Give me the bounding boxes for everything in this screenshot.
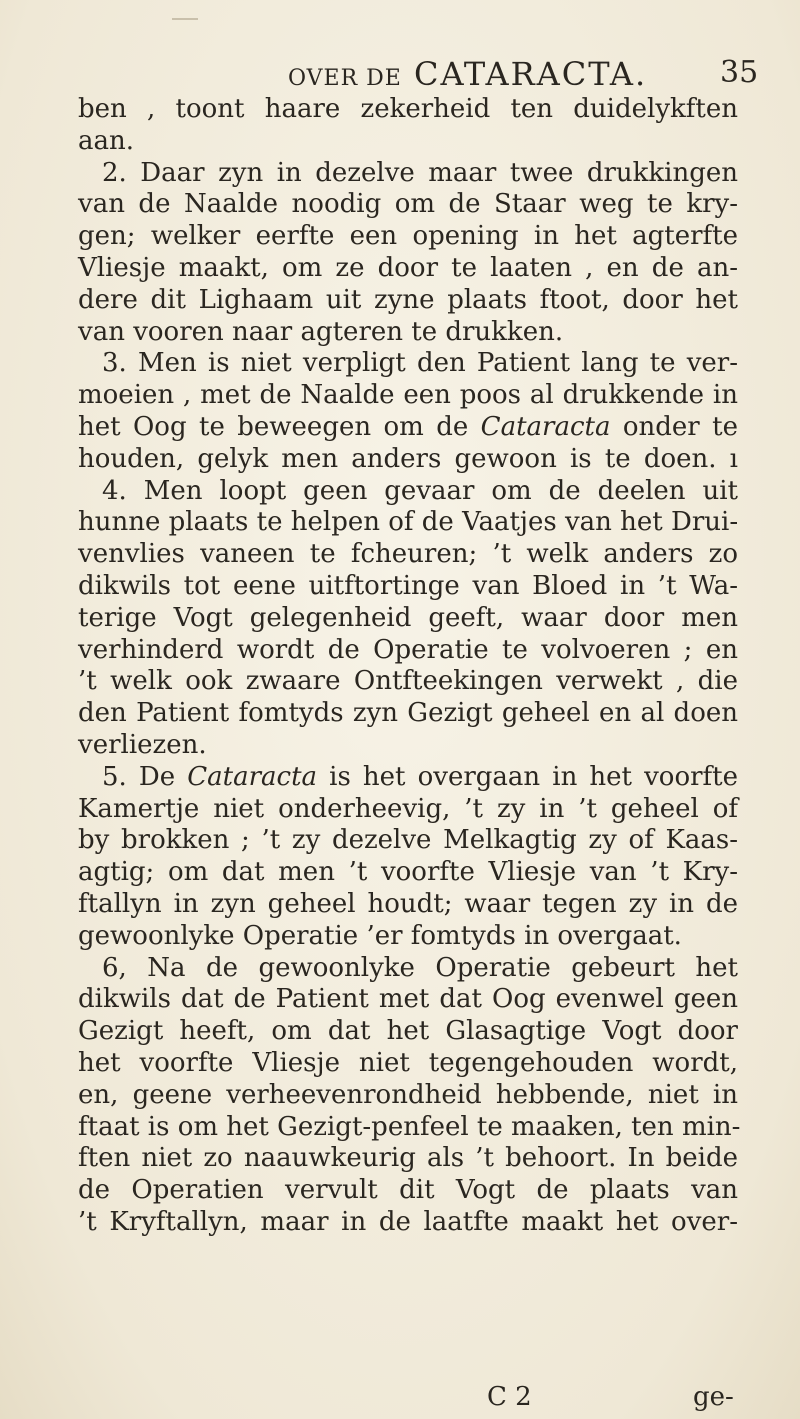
text-line: verhinderd wordt de Operatie te volvoeren ; en — [78, 634, 738, 665]
body-text — [78, 94, 741, 1239]
running-head — [288, 55, 647, 93]
text-line: agtig; om dat men ’t voorfte Vliesje van ’t Kry- — [78, 857, 738, 888]
bleed-through-mark — [172, 18, 198, 20]
text-line: het voorfte Vliesje niet tegengehouden wordt, — [78, 1047, 738, 1078]
text-line: 2. Daar zyn in dezelve maar twee drukkingen — [102, 157, 738, 188]
text-line: hunne plaats te helpen of de Vaatjes van het Drui- — [78, 507, 739, 538]
text-line: van de Naalde noodig om de Staar weg te kry- — [78, 189, 738, 220]
text-line: moeien , met de Naalde een poos al drukkende in — [78, 380, 738, 411]
running-head-title: CATARACTA. — [414, 55, 648, 93]
text-line: ben , toont haare zekerheid ten duidelykften — [78, 94, 738, 124]
text-line: dikwils tot eene uitftortinge van Bloed in ’t Wa- — [78, 570, 738, 601]
page-number: 35 — [720, 55, 759, 90]
page-footer — [0, 1382, 800, 1416]
text-line: gen; welker eerfte een opening in het agterfte — [78, 221, 738, 252]
text-line: ften niet zo naauwkeurig als ’t behoort. In beide — [78, 1143, 738, 1174]
page-header — [0, 55, 800, 95]
italic-term: Cataracta — [480, 411, 611, 442]
text-line: den Patient fomtyds zyn Gezigt geheel en al doen — [78, 698, 738, 729]
text-line: 4. Men loopt geen gevaar om de deelen uit — [102, 475, 738, 506]
text-line: van vooren naar agteren te drukken. — [78, 316, 564, 347]
text-line: 6, Na de gewoonlyke Operatie gebeurt het — [102, 952, 738, 983]
text-line: venvlies vaneen te fcheuren; ’t welk anders zo — [78, 539, 738, 570]
text-line: 3. Men is niet verpligt den Patient lang te ver- — [102, 348, 738, 379]
text-line: dikwils dat de Patient met dat Oog evenwel geen — [78, 984, 738, 1015]
text-line: Kamertje niet onderheevig, ’t zy in ’t geheel of — [78, 793, 738, 824]
text-line: Gezigt heeft, om dat het Glasagtige Vogt door — [78, 1016, 738, 1047]
text-line: ftaat is om het Gezigt-penfeel te maaken, ten min- — [78, 1111, 741, 1142]
italic-term: Cataracta — [187, 761, 318, 792]
text-line: ’t welk ook zwaare Ontfteekingen verwekt , die — [78, 666, 738, 697]
text-line: de Operatien vervult dit Vogt de plaats van — [78, 1175, 738, 1206]
running-head-prefix: OVER DE — [288, 66, 402, 91]
text-line: by brokken ; ’t zy dezelve Melkagtig zy of Kaas- — [78, 825, 738, 856]
signature-mark: C 2 — [487, 1382, 532, 1412]
text-line: ftallyn in zyn geheel houdt; waar tegen zy in de — [78, 888, 738, 919]
text-line: aan. — [78, 125, 135, 156]
text-line: en, geene verheevenrondheid hebbende, niet in — [78, 1079, 738, 1110]
text-line: 5. De Cataracta is het overgaan in het voorfte — [102, 761, 738, 792]
text-line: dere dit Lighaam uit zyne plaats ftoot, door het — [78, 284, 738, 315]
text-line: verliezen. — [78, 729, 207, 760]
text-line: houden, gelyk men anders gewoon is te doen. ı — [78, 443, 738, 474]
text-line: het Oog te beweegen om de Cataracta onder te — [78, 411, 738, 442]
catchword: ge- — [693, 1382, 734, 1412]
text-line: ’t Kryftallyn, maar in de laatfte maakt het over- — [78, 1206, 738, 1237]
text-line: gewoonlyke Operatie ’er fomtyds in overgaat. — [78, 920, 682, 951]
text-line: terige Vogt gelegenheid geeft, waar door men — [78, 602, 738, 633]
text-line: Vliesje maakt, om ze door te laaten , en de an- — [78, 252, 738, 283]
